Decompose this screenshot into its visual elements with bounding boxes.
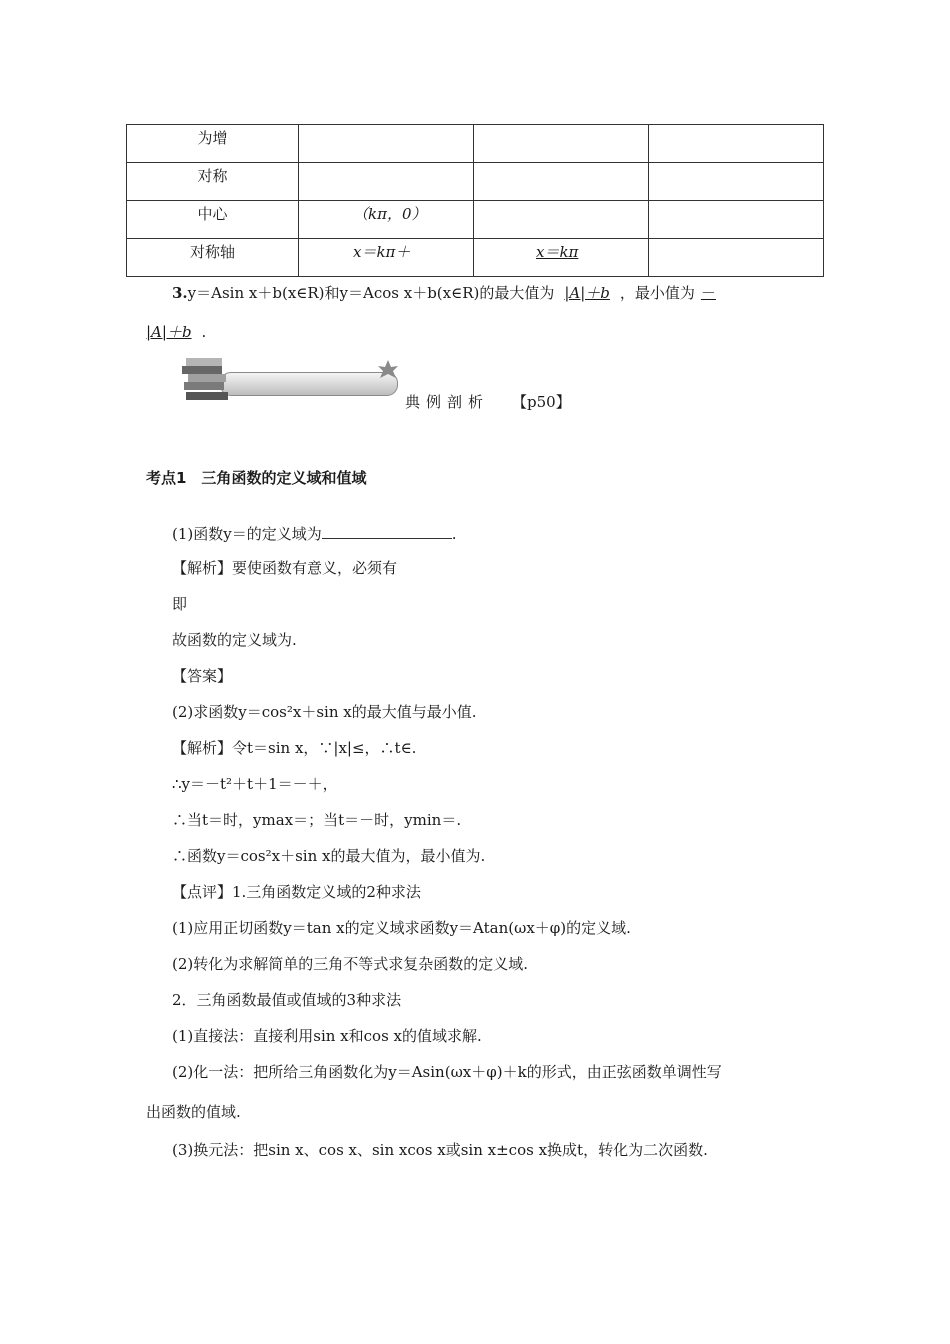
comment-heading: 【点评】1.三角函数定义域的2种求法 [172,883,421,901]
table-row [127,125,824,163]
table-row [127,239,824,277]
item-3-cont: |A|＋b . [146,323,207,341]
row-label: 对称 [197,167,228,185]
table-row [127,163,824,201]
row-label: 为增 [197,129,228,147]
leaf-icon [376,358,400,382]
center-sin: （kπ，0） [353,205,427,223]
text-line: ∴y＝－t²＋t＋1＝－＋， [172,775,338,793]
analysis-1: 【解析】要使函数有意义，必须有 [172,559,398,577]
text-line: 出函数的值域. [146,1103,241,1121]
axis-cos: x＝kπ [536,243,579,261]
answer-min-sign: － [700,284,716,302]
section-banner [180,352,400,402]
analysis-2: 【解析】令t＝sin x，∵|x|≤，∴t∈. [172,739,417,757]
text-line: ∴当t＝时，ymax＝；当t＝－时，ymin＝. [172,811,462,829]
text-line: (1)应用正切函数y＝tan x的定义域求函数y＝Atan(ωx＋φ)的定义域. [172,919,631,937]
text-line: (1)直接法：直接利用sin x和cos x的值域求解. [172,1027,482,1045]
table-row [127,201,824,239]
banner-bar [220,372,398,396]
text-line: 2．三角函数最值或值域的3种求法 [172,991,402,1009]
books-icon [180,352,240,404]
text-line: 故函数的定义域为. [172,631,297,649]
row-label: 对称轴 [189,243,235,261]
text-line: 即 [172,595,188,613]
axis-sin: x＝kπ＋ [353,243,411,261]
text-line: (2)转化为求解简单的三角不等式求复杂函数的定义域. [172,955,529,973]
topic-heading: 考点1 三角函数的定义域和值域 [146,469,367,487]
answer-blank [322,524,452,539]
row-label: 中心 [197,205,228,223]
trig-properties-table [126,124,824,277]
text-line: (2)化一法：把所给三角函数化为y＝Asin(ωx＋φ)＋k的形式，由正弦函数单调性写 [172,1063,722,1081]
page-reference: 【p50】 [512,393,571,411]
answer-label: 【答案】 [172,667,233,685]
text-line: ∴函数y＝cos²x＋sin x的最大值为，最小值为. [172,847,486,865]
problem-1: (1)函数y＝的定义域为 . [172,525,457,543]
section-title: 典例剖析 [405,393,490,411]
answer-min: |A|＋b [146,323,192,341]
item-3: 3.y＝Asin x＋b(x∈R)和y＝Acos x＋b(x∈R)的最大值为 |A|＋b ，最小值为 － [172,283,722,303]
text-line: (3)换元法：把sin x、cos x、sin xcos x或sin x±cos x换成t，转化为二次函数. [172,1141,708,1159]
answer-max: |A|＋b [564,284,610,302]
problem-2: (2)求函数y＝cos²x＋sin x的最大值与最小值. [172,703,477,721]
